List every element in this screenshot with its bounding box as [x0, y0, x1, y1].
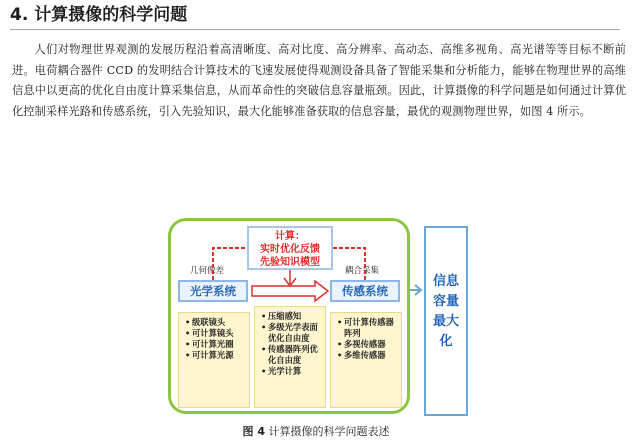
body-paragraph: 人们对物理世界观测的发展历程沿着高清晰度、高对比度、高分辨率、高动态、高维多视角、高光谱等等目标不断前进。电荷耦合器件 CCD 的发明结合计算技术的飞速发展使得观测设备具备了智能采集和分析能力，能够在物理世界的高维信息中以更高的优化自由度计算采集信息，从而革命性的突破信息容量瓶颈。因此，计算摄像的科学问题是如何通过计算优化控制采样光路和传感系统，引入先验知识，最大化能够准备获取的信息容量，最优的观测物理世界，如图 4 所示。	[12, 43, 626, 118]
list-item: • 可计算镜头	[185, 328, 245, 339]
compute-line-2: 先验知识模型	[260, 257, 320, 268]
left-label: 几何像差	[190, 266, 225, 276]
compute-line-1: 实时优化反馈	[260, 244, 320, 255]
list-item: • 可计算传感器阵列	[337, 317, 397, 339]
section-heading	[10, 3, 620, 30]
result-line-1: 信息	[432, 274, 459, 289]
list-item: • 多维传感器	[337, 350, 397, 361]
figure-caption	[0, 423, 632, 439]
list-item: • 可计算光源	[185, 350, 245, 361]
optics-system-box: 光学系统	[178, 280, 248, 302]
result-line-2: 容量	[432, 294, 459, 309]
caption-label: 图 4	[242, 425, 265, 438]
list-item: • 多视传感器	[337, 339, 397, 350]
right-label: 耦合采集	[345, 266, 380, 276]
list-item: • 光学计算	[261, 366, 321, 377]
to-result-arrow	[410, 285, 421, 295]
sensing-list	[330, 312, 402, 408]
list-item: • 可计算光圈	[185, 339, 245, 350]
list-item: • 传感器阵列优化自由度	[261, 344, 321, 366]
list-item: • 级联镜头	[185, 317, 245, 328]
caption-text: 计算摄像的科学问题表述	[268, 425, 390, 438]
compute-list	[254, 306, 326, 408]
compute-title: 计算：	[275, 231, 305, 242]
optics-list	[178, 312, 250, 408]
result-line-3: 最大	[432, 314, 459, 329]
section-number: 4.	[10, 5, 29, 25]
information-capacity-box	[424, 226, 468, 416]
result-line-4: 化	[439, 334, 453, 349]
compute-box	[247, 226, 333, 270]
section-title: 计算摄像的科学问题	[34, 5, 188, 25]
sensing-system-box: 传感系统	[330, 280, 400, 302]
list-item: • 压缩感知	[261, 311, 321, 322]
list-item: • 多级光学表面优化自由度	[261, 322, 321, 344]
